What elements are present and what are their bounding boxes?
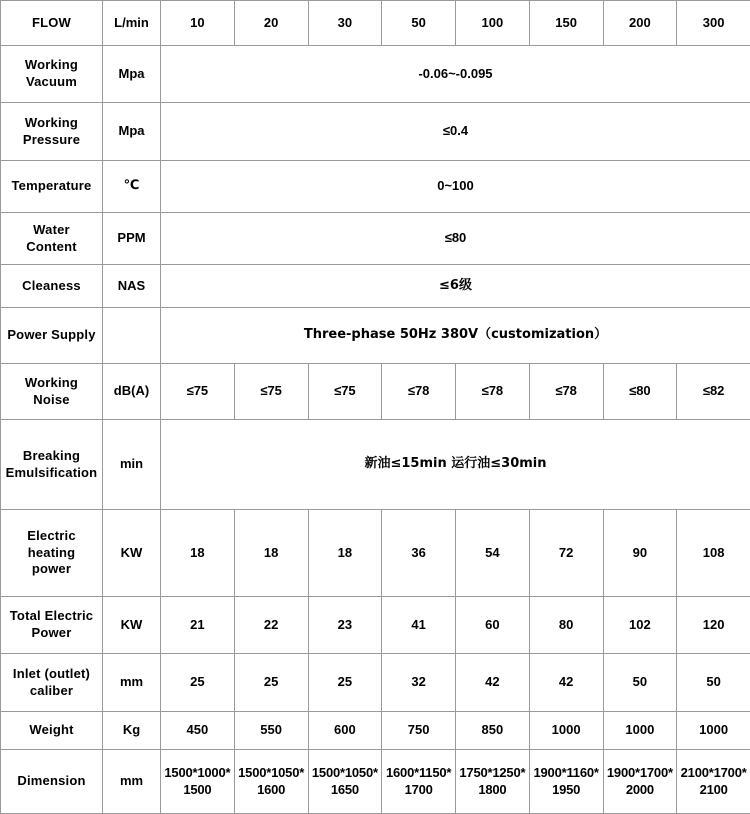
text-line: 30: [338, 15, 352, 30]
table-row: [1, 654, 750, 712]
text-line: ≤6级: [439, 278, 472, 293]
header-flow-value-3: [382, 1, 456, 46]
text-line: Inlet (outlet): [13, 666, 90, 681]
text-line: 1500*1000*1500: [164, 765, 230, 797]
text-line: 1600*1150*1700: [386, 765, 451, 797]
row-9-value-6: [603, 597, 677, 654]
row-11-value-0: [161, 712, 235, 750]
table-body: [1, 1, 750, 814]
row-label-7: [1, 420, 103, 510]
row-6-value-2: [308, 364, 382, 420]
row-6-value-1: [234, 364, 308, 420]
text-line: KW: [121, 545, 143, 560]
text-line: 72: [559, 545, 573, 560]
text-line: Three-phase 50Hz 380V（customization）: [304, 327, 607, 342]
text-line: -0.06~-0.095: [418, 66, 492, 81]
row-unit-5: [103, 308, 161, 364]
row-10-value-2: [308, 654, 382, 712]
row-12-value-3: [382, 750, 456, 814]
row-unit-6: [103, 364, 161, 420]
row-11-value-2: [308, 712, 382, 750]
text-line: 25: [338, 674, 352, 689]
text-line: Working: [25, 115, 78, 130]
row-8-value-1: [234, 510, 308, 597]
text-line: 0~100: [437, 178, 474, 193]
text-line: 18: [190, 545, 204, 560]
row-label-11: [1, 712, 103, 750]
row-label-10: [1, 654, 103, 712]
text-line: 25: [190, 674, 204, 689]
text-line: caliber: [30, 683, 73, 698]
text-line: 20: [264, 15, 278, 30]
table-row: [1, 161, 750, 213]
text-line: ≤75: [187, 383, 209, 398]
text-line: L/min: [114, 15, 149, 30]
text-line: min: [120, 456, 143, 471]
text-line: 1900*1700*2000: [607, 765, 673, 797]
text-line: Temperature: [12, 178, 92, 193]
header-flow-value-2: [308, 1, 382, 46]
row-11-value-1: [234, 712, 308, 750]
header-flow-value-5: [529, 1, 603, 46]
table-row: [1, 750, 750, 814]
row-6-value-4: [456, 364, 530, 420]
text-line: 1500*1050*1600: [238, 765, 304, 797]
row-6-value-6: [603, 364, 677, 420]
text-line: Mpa: [119, 123, 145, 138]
text-line: 18: [264, 545, 278, 560]
row-merged-value-3: [161, 213, 750, 265]
text-line: 850: [482, 722, 504, 737]
row-12-value-6: [603, 750, 677, 814]
header-flow-value-4: [456, 1, 530, 46]
text-line: 42: [485, 674, 499, 689]
row-11-value-6: [603, 712, 677, 750]
text-line: mm: [120, 674, 143, 689]
text-line: 10: [190, 15, 204, 30]
row-unit-11: [103, 712, 161, 750]
row-unit-0: [103, 46, 161, 103]
text-line: 80: [559, 617, 573, 632]
row-label-9: [1, 597, 103, 654]
text-line: 50: [411, 15, 425, 30]
row-8-value-7: [677, 510, 750, 597]
text-line: 100: [482, 15, 504, 30]
row-6-value-5: [529, 364, 603, 420]
row-unit-1: [103, 103, 161, 161]
text-line: 1900*1160*1950: [534, 765, 599, 797]
row-merged-value-7: [161, 420, 750, 510]
text-line: 150: [555, 15, 577, 30]
row-label-8: [1, 510, 103, 597]
text-line: 108: [703, 545, 725, 560]
row-6-value-3: [382, 364, 456, 420]
row-label-4: [1, 265, 103, 308]
table-row: [1, 103, 750, 161]
text-line: 1500*1050*1650: [312, 765, 378, 797]
text-line: ≤80: [629, 383, 651, 398]
text-line: 1000: [699, 722, 728, 737]
text-line: Weight: [29, 722, 73, 737]
row-merged-value-2: [161, 161, 750, 213]
text-line: Power: [31, 625, 71, 640]
text-line: ℃: [124, 178, 140, 193]
row-12-value-0: [161, 750, 235, 814]
row-9-value-5: [529, 597, 603, 654]
text-line: ≤78: [555, 383, 577, 398]
row-12-value-7: [677, 750, 750, 814]
text-line: Water: [33, 222, 70, 237]
row-label-2: [1, 161, 103, 213]
text-line: 90: [633, 545, 647, 560]
row-unit-9: [103, 597, 161, 654]
text-line: 550: [260, 722, 282, 737]
header-flow-unit: [103, 1, 161, 46]
row-8-value-4: [456, 510, 530, 597]
table-row: [1, 265, 750, 308]
table-row: [1, 712, 750, 750]
row-9-value-7: [677, 597, 750, 654]
row-6-value-0: [161, 364, 235, 420]
text-line: 42: [559, 674, 573, 689]
table-row: [1, 420, 750, 510]
header-flow-value-0: [161, 1, 235, 46]
table-row: [1, 46, 750, 103]
row-10-value-1: [234, 654, 308, 712]
row-12-value-2: [308, 750, 382, 814]
text-line: 50: [706, 674, 720, 689]
text-line: Emulsification: [6, 465, 98, 480]
row-8-value-5: [529, 510, 603, 597]
row-8-value-6: [603, 510, 677, 597]
text-line: Dimension: [17, 773, 85, 788]
row-11-value-5: [529, 712, 603, 750]
row-10-value-6: [603, 654, 677, 712]
row-9-value-0: [161, 597, 235, 654]
row-8-value-0: [161, 510, 235, 597]
row-unit-4: [103, 265, 161, 308]
text-line: Pressure: [23, 132, 80, 147]
row-10-value-7: [677, 654, 750, 712]
text-line: FLOW: [32, 15, 71, 30]
text-line: ≤0.4: [443, 123, 468, 138]
row-8-value-3: [382, 510, 456, 597]
row-unit-10: [103, 654, 161, 712]
text-line: 750: [408, 722, 430, 737]
row-merged-value-4: [161, 265, 750, 308]
text-line: ≤75: [334, 383, 356, 398]
row-10-value-5: [529, 654, 603, 712]
text-line: Working: [25, 57, 78, 72]
text-line: 600: [334, 722, 356, 737]
text-line: Content: [26, 239, 77, 254]
row-label-6: [1, 364, 103, 420]
header-flow-label: [1, 1, 103, 46]
text-line: Vacuum: [26, 74, 77, 89]
row-9-value-2: [308, 597, 382, 654]
text-line: Electric: [27, 528, 76, 543]
text-line: Breaking: [23, 448, 80, 463]
text-line: ≤78: [482, 383, 504, 398]
row-10-value-0: [161, 654, 235, 712]
header-flow-value-1: [234, 1, 308, 46]
row-label-5: [1, 308, 103, 364]
text-line: heating: [28, 545, 76, 560]
table-row: [1, 213, 750, 265]
text-line: 32: [411, 674, 425, 689]
text-line: ≤82: [703, 383, 725, 398]
text-line: 1000: [625, 722, 654, 737]
text-line: 120: [703, 617, 725, 632]
text-line: 2100*1700*2100: [681, 765, 747, 797]
text-line: PPM: [117, 230, 145, 245]
text-line: 54: [485, 545, 499, 560]
text-line: 1750*1250*1800: [459, 765, 525, 797]
row-9-value-4: [456, 597, 530, 654]
row-unit-8: [103, 510, 161, 597]
text-line: Noise: [33, 392, 69, 407]
text-line: Mpa: [119, 66, 145, 81]
row-merged-value-1: [161, 103, 750, 161]
row-label-12: [1, 750, 103, 814]
text-line: Total Electric: [10, 608, 93, 623]
text-line: 18: [338, 545, 352, 560]
row-11-value-7: [677, 712, 750, 750]
row-label-3: [1, 213, 103, 265]
text-line: 450: [187, 722, 209, 737]
text-line: Kg: [123, 722, 140, 737]
text-line: 21: [190, 617, 204, 632]
row-12-value-1: [234, 750, 308, 814]
text-line: NAS: [118, 278, 145, 293]
row-unit-12: [103, 750, 161, 814]
row-11-value-4: [456, 712, 530, 750]
text-line: 1000: [552, 722, 581, 737]
text-line: mm: [120, 773, 143, 788]
text-line: dB(A): [114, 383, 149, 398]
text-line: 新油≤15min 运行油≤30min: [364, 456, 546, 471]
text-line: ≤75: [260, 383, 282, 398]
text-line: Power Supply: [7, 327, 95, 342]
text-line: Cleaness: [22, 278, 81, 293]
table-row: [1, 510, 750, 597]
text-line: 50: [633, 674, 647, 689]
header-flow-value-7: [677, 1, 750, 46]
row-label-0: [1, 46, 103, 103]
row-10-value-3: [382, 654, 456, 712]
row-12-value-5: [529, 750, 603, 814]
table-row: [1, 364, 750, 420]
text-line: 23: [338, 617, 352, 632]
row-merged-value-5: [161, 308, 750, 364]
text-line: 60: [485, 617, 499, 632]
row-unit-2: [103, 161, 161, 213]
text-line: power: [32, 561, 71, 576]
row-unit-7: [103, 420, 161, 510]
text-line: 25: [264, 674, 278, 689]
header-flow-value-6: [603, 1, 677, 46]
text-line: Working: [25, 375, 78, 390]
row-9-value-1: [234, 597, 308, 654]
text-line: KW: [121, 617, 143, 632]
row-6-value-7: [677, 364, 750, 420]
row-merged-value-0: [161, 46, 750, 103]
text-line: 22: [264, 617, 278, 632]
text-line: 41: [411, 617, 425, 632]
row-label-1: [1, 103, 103, 161]
row-8-value-2: [308, 510, 382, 597]
row-9-value-3: [382, 597, 456, 654]
table-row: [1, 597, 750, 654]
text-line: ≤80: [445, 230, 467, 245]
text-line: 200: [629, 15, 651, 30]
text-line: ≤78: [408, 383, 430, 398]
text-line: 36: [411, 545, 425, 560]
row-11-value-3: [382, 712, 456, 750]
text-line: 300: [703, 15, 725, 30]
table-header-row: [1, 1, 750, 46]
row-unit-3: [103, 213, 161, 265]
table-row: [1, 308, 750, 364]
text-line: 102: [629, 617, 651, 632]
row-12-value-4: [456, 750, 530, 814]
row-10-value-4: [456, 654, 530, 712]
